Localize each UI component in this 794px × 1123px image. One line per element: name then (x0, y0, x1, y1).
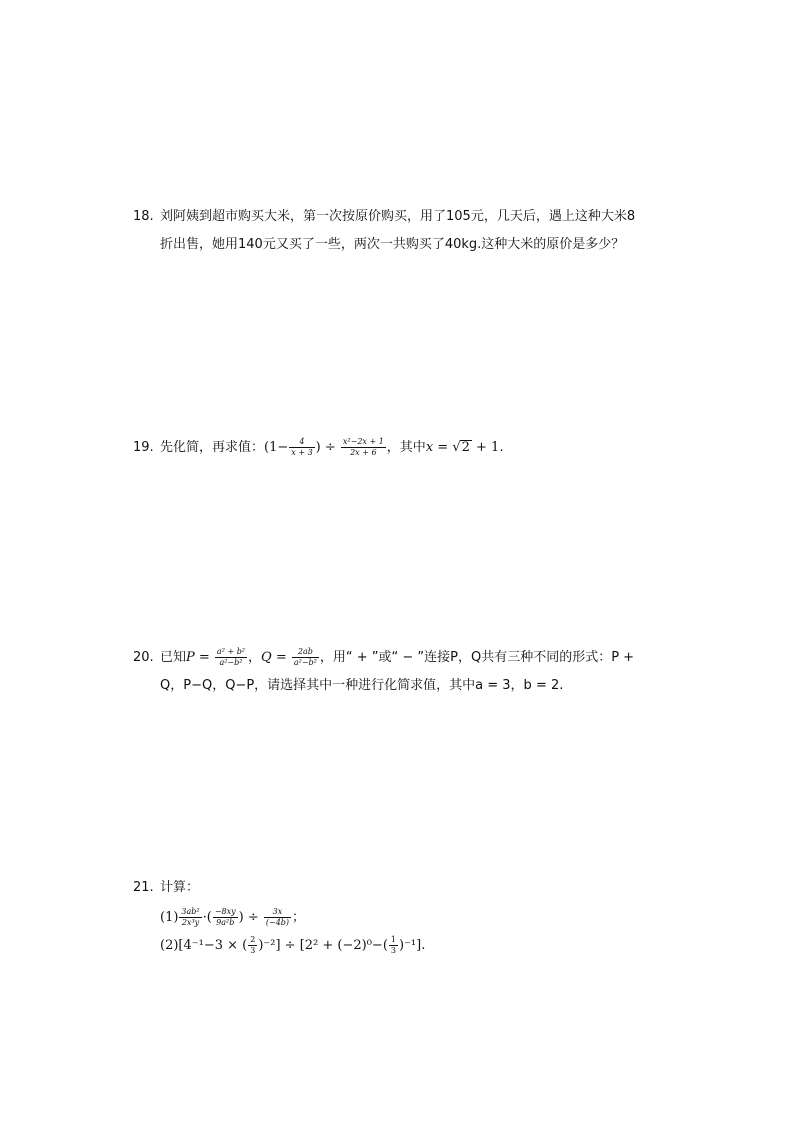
fraction-p: $\frac{\text{a² + b²}}{\text{a²−b²}}$ (216, 647, 246, 667)
question-21 (133, 874, 653, 960)
question-title: 计算： (160, 880, 200, 895)
p-equals: P = (186, 650, 214, 665)
question-lead: 已知 (160, 650, 187, 665)
fraction: $\frac{\text{x²−2x + 1}}{2x + 6}$ (342, 437, 384, 457)
expr-dot: ·( (202, 910, 212, 925)
subquestion-label: (2) (160, 938, 179, 953)
question-line-1: 刘阿姨到超市购买大米，第一次按原价购买，用了105元，几天后，遇上这种大米8 (160, 209, 636, 224)
expr-divide: ) ÷ (315, 440, 340, 455)
expr-tail: + 1. (471, 440, 504, 455)
fraction: $\frac{2}{3}$ (250, 935, 256, 955)
question-18 (133, 203, 653, 259)
x-equals: x = (425, 440, 453, 455)
fraction: $\frac{4}{x + 3}$ (291, 437, 313, 457)
fraction: $\frac{3x}{(-4b)}$ (265, 907, 290, 927)
fraction: $\frac{1}{3}$ (390, 935, 396, 955)
question-number: 18. (133, 209, 154, 224)
subquestion-1 (160, 904, 653, 932)
fraction-q: $\frac{2ab}{\text{a²−b²}}$ (293, 647, 317, 667)
expr-part-c: )⁻¹]. (399, 938, 426, 953)
question-line-1 (160, 644, 653, 672)
question-text (160, 203, 653, 259)
question-20 (133, 644, 653, 700)
question-text (160, 644, 653, 700)
expr-open: (1− (264, 440, 289, 455)
question-19 (133, 434, 653, 462)
expr-part-b: )⁻²] ÷ [2² + (−2)⁰−( (258, 938, 388, 953)
question-number: 19. (133, 440, 154, 455)
separator: ， (248, 650, 262, 665)
question-text (160, 434, 653, 462)
question-rest: ，用“ + ”或“ − ”连接P，Q共有三种不同的形式：P + (319, 650, 635, 665)
question-middle: ，其中 (386, 440, 426, 455)
question-line-2: Q，P−Q，Q−P，请选择其中一种进行化简求值，其中a = 3，b = 2. (160, 678, 564, 693)
expr-end: ； (292, 910, 306, 925)
expr-divide: ) ÷ (238, 910, 263, 925)
fraction: $\frac{\text{3ab²}}{\text{2x³y}}$ (181, 907, 200, 927)
q-equals: Q = (261, 650, 291, 665)
sqrt-argument: 2 (461, 440, 470, 455)
question-number: 20. (133, 650, 154, 665)
expr-part-a: [4⁻¹−3 × ( (178, 938, 248, 953)
question-lead: 先化简，再求值： (160, 440, 265, 455)
question-line-2: 折出售，她用140元又买了一些，两次一共购买了40kg.这种大米的原价是多少？ (160, 237, 625, 252)
subquestion-label: (1) (160, 910, 179, 925)
subquestion-2 (160, 932, 653, 960)
fraction: $\frac{-8xy}{\text{9a²b}}$ (214, 907, 236, 927)
question-number: 21. (133, 880, 154, 895)
sqrt-sign: √ (452, 440, 461, 455)
